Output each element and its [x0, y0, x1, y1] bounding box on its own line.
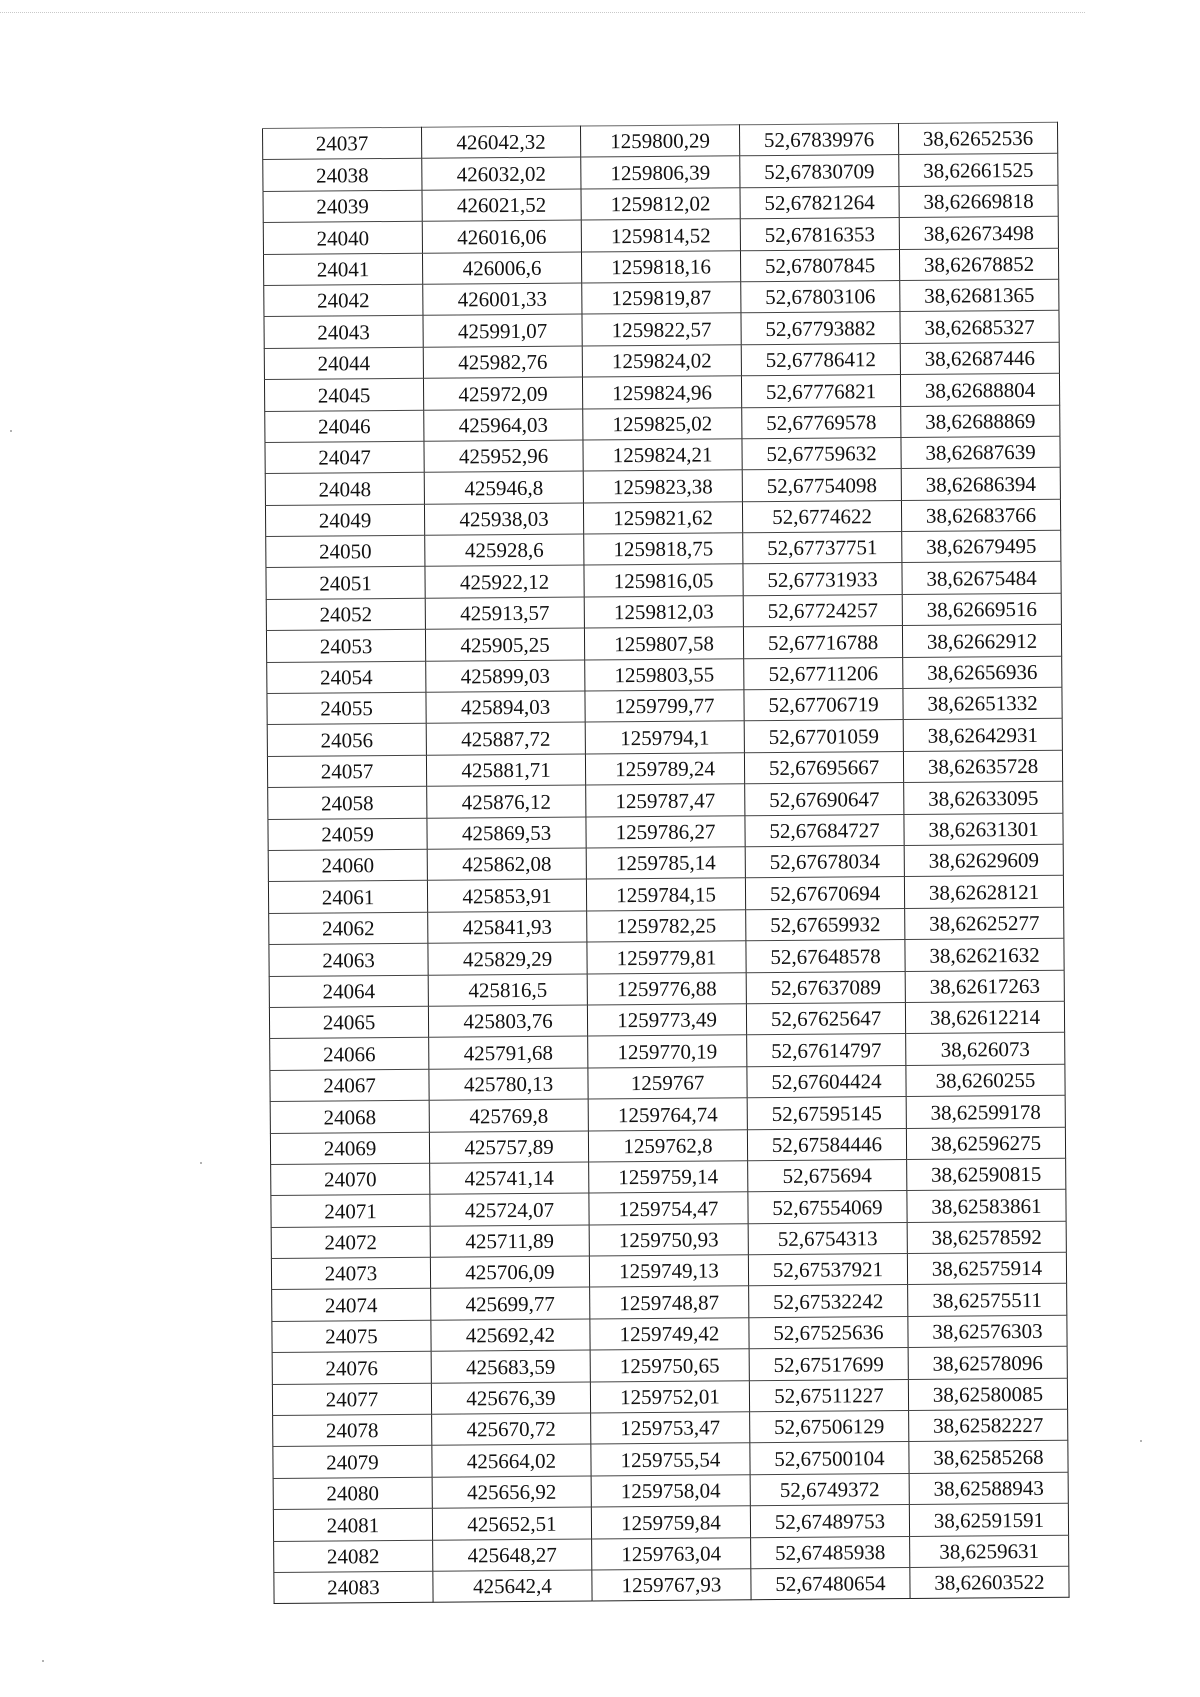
point-number-cell: 24078	[273, 1414, 432, 1447]
x-coordinate-cell: 425982,76	[423, 346, 582, 379]
longitude-cell: 38,62603522	[910, 1566, 1069, 1599]
point-number-cell: 24059	[268, 818, 427, 851]
longitude-cell: 38,62591591	[909, 1503, 1068, 1536]
x-coordinate-cell: 425876,12	[427, 785, 586, 818]
longitude-cell: 38,6260255	[906, 1064, 1065, 1097]
point-number-cell: 24051	[266, 567, 425, 600]
scan-edge-line	[0, 12, 1085, 13]
longitude-cell: 38,62588943	[909, 1472, 1068, 1505]
point-number-cell: 24082	[274, 1540, 433, 1573]
latitude-cell: 52,67659932	[746, 908, 905, 941]
longitude-cell: 38,62633095	[904, 781, 1063, 814]
x-coordinate-cell: 425791,68	[429, 1036, 588, 1069]
x-coordinate-cell: 426021,52	[422, 189, 581, 222]
y-coordinate-cell: 1259785,14	[586, 847, 745, 880]
latitude-cell: 52,67614797	[747, 1034, 906, 1067]
x-coordinate-cell: 425938,03	[424, 503, 583, 536]
point-number-cell: 24043	[264, 316, 423, 349]
latitude-cell: 52,67485938	[751, 1536, 910, 1569]
x-coordinate-cell: 425648,27	[433, 1539, 592, 1572]
longitude-cell: 38,62621632	[905, 938, 1064, 971]
point-number-cell: 24061	[268, 881, 427, 914]
y-coordinate-cell: 1259814,52	[581, 219, 740, 252]
latitude-cell: 52,67678034	[745, 845, 904, 878]
y-coordinate-cell: 1259762,8	[588, 1129, 747, 1162]
latitude-cell: 52,67839976	[739, 124, 898, 157]
x-coordinate-cell: 425816,5	[428, 974, 587, 1007]
x-coordinate-cell: 425952,96	[424, 440, 583, 473]
latitude-cell: 52,67595145	[747, 1097, 906, 1130]
longitude-cell: 38,62651332	[903, 687, 1062, 720]
latitude-cell: 52,67511227	[749, 1379, 908, 1412]
x-coordinate-cell: 425905,25	[425, 628, 584, 661]
y-coordinate-cell: 1259806,39	[581, 156, 740, 189]
longitude-cell: 38,62688804	[900, 373, 1059, 406]
latitude-cell: 52,67776821	[741, 375, 900, 408]
longitude-cell: 38,62673498	[899, 216, 1058, 249]
y-coordinate-cell: 1259812,03	[584, 596, 743, 629]
y-coordinate-cell: 1259794,1	[585, 721, 744, 754]
longitude-cell: 38,62683766	[901, 499, 1060, 532]
longitude-cell: 38,62578096	[908, 1346, 1067, 1379]
y-coordinate-cell: 1259754,47	[589, 1192, 748, 1225]
latitude-cell: 52,67724257	[743, 594, 902, 627]
point-number-cell: 24079	[273, 1446, 432, 1479]
y-coordinate-cell: 1259770,19	[588, 1035, 747, 1068]
point-number-cell: 24065	[269, 1006, 428, 1039]
x-coordinate-cell: 425741,14	[430, 1162, 589, 1195]
point-number-cell: 24073	[271, 1257, 430, 1290]
y-coordinate-cell: 1259776,88	[587, 972, 746, 1005]
y-coordinate-cell: 1259753,47	[591, 1412, 750, 1445]
y-coordinate-cell: 1259825,02	[583, 407, 742, 440]
longitude-cell: 38,6259631	[910, 1535, 1069, 1568]
longitude-cell: 38,62661525	[899, 154, 1058, 187]
latitude-cell: 52,67706719	[744, 689, 903, 722]
x-coordinate-cell: 425881,71	[426, 754, 585, 787]
y-coordinate-cell: 1259824,96	[582, 376, 741, 409]
scan-speck	[10, 430, 12, 432]
y-coordinate-cell: 1259763,04	[592, 1537, 751, 1570]
latitude-cell: 52,67731933	[743, 563, 902, 596]
latitude-cell: 52,67821264	[740, 186, 899, 219]
latitude-cell: 52,67517699	[749, 1348, 908, 1381]
latitude-cell: 52,67830709	[740, 155, 899, 188]
point-number-cell: 24045	[264, 378, 423, 411]
longitude-cell: 38,62582227	[909, 1409, 1068, 1442]
latitude-cell: 52,67816353	[740, 218, 899, 251]
y-coordinate-cell: 1259755,54	[591, 1443, 750, 1476]
point-number-cell: 24076	[272, 1351, 431, 1384]
y-coordinate-cell: 1259789,24	[585, 753, 744, 786]
x-coordinate-cell: 425928,6	[425, 534, 584, 567]
y-coordinate-cell: 1259786,27	[586, 815, 745, 848]
latitude-cell: 52,67554069	[748, 1191, 907, 1224]
point-number-cell: 24072	[271, 1226, 430, 1259]
x-coordinate-cell: 426001,33	[423, 283, 582, 316]
longitude-cell: 38,62596275	[906, 1127, 1065, 1160]
y-coordinate-cell: 1259784,15	[586, 878, 745, 911]
x-coordinate-cell: 425711,89	[430, 1225, 589, 1258]
y-coordinate-cell: 1259759,14	[589, 1161, 748, 1194]
y-coordinate-cell: 1259782,25	[587, 909, 746, 942]
point-number-cell: 24080	[273, 1477, 432, 1510]
scan-speck	[1140, 1440, 1142, 1442]
latitude-cell: 52,67695667	[744, 751, 903, 784]
latitude-cell: 52,67803106	[741, 280, 900, 313]
latitude-cell: 52,67769578	[742, 406, 901, 439]
point-number-cell: 24075	[272, 1320, 431, 1353]
x-coordinate-cell: 426006,6	[422, 252, 581, 285]
coordinates-table-body	[263, 122, 1070, 1604]
point-number-cell: 24040	[263, 221, 422, 254]
point-number-cell: 24041	[263, 253, 422, 286]
point-number-cell: 24049	[265, 504, 424, 537]
y-coordinate-cell: 1259818,16	[581, 250, 740, 283]
longitude-cell: 38,62575914	[907, 1252, 1066, 1285]
latitude-cell: 52,675694	[748, 1159, 907, 1192]
longitude-cell: 38,62656936	[903, 656, 1062, 689]
table-row	[274, 1566, 1069, 1604]
point-number-cell: 24067	[270, 1069, 429, 1102]
latitude-cell: 52,67537921	[748, 1254, 907, 1287]
x-coordinate-cell: 425724,07	[430, 1193, 589, 1226]
y-coordinate-cell: 1259759,84	[591, 1506, 750, 1539]
latitude-cell: 52,67500104	[750, 1442, 909, 1475]
latitude-cell: 52,67701059	[744, 720, 903, 753]
latitude-cell: 52,67480654	[751, 1567, 910, 1600]
point-number-cell: 24070	[271, 1163, 430, 1196]
point-number-cell: 24048	[265, 473, 424, 506]
x-coordinate-cell: 425757,89	[429, 1130, 588, 1163]
longitude-cell: 38,62617263	[905, 970, 1064, 1003]
longitude-cell: 38,62669818	[899, 185, 1058, 218]
point-number-cell: 24037	[263, 127, 422, 160]
latitude-cell: 52,67786412	[741, 343, 900, 376]
longitude-cell: 38,62625277	[905, 907, 1064, 940]
x-coordinate-cell: 425913,57	[425, 597, 584, 630]
longitude-cell: 38,62662912	[902, 624, 1061, 657]
latitude-cell: 52,67506129	[750, 1410, 909, 1443]
x-coordinate-cell: 425841,93	[428, 911, 587, 944]
longitude-cell: 38,62679495	[902, 530, 1061, 563]
y-coordinate-cell: 1259824,21	[583, 439, 742, 472]
point-number-cell: 24055	[267, 692, 426, 725]
x-coordinate-cell: 425692,42	[431, 1319, 590, 1352]
point-number-cell: 24068	[270, 1100, 429, 1133]
x-coordinate-cell: 425706,09	[430, 1256, 589, 1289]
longitude-cell: 38,62642931	[903, 719, 1062, 752]
y-coordinate-cell: 1259821,62	[583, 501, 742, 534]
longitude-cell: 38,62678852	[899, 248, 1058, 281]
longitude-cell: 38,62631301	[904, 813, 1063, 846]
y-coordinate-cell: 1259787,47	[586, 784, 745, 817]
longitude-cell: 38,62575511	[908, 1284, 1067, 1317]
x-coordinate-cell: 426042,32	[421, 126, 580, 159]
y-coordinate-cell: 1259773,49	[587, 1004, 746, 1037]
x-coordinate-cell: 425869,53	[427, 817, 586, 850]
y-coordinate-cell: 1259752,01	[590, 1380, 749, 1413]
latitude-cell: 52,67737751	[743, 532, 902, 565]
latitude-cell: 52,6774622	[742, 500, 901, 533]
point-number-cell: 24056	[267, 724, 426, 757]
point-number-cell: 24057	[267, 755, 426, 788]
point-number-cell: 24063	[269, 943, 428, 976]
y-coordinate-cell: 1259824,02	[582, 344, 741, 377]
y-coordinate-cell: 1259812,02	[581, 188, 740, 221]
longitude-cell: 38,62681365	[900, 279, 1059, 312]
y-coordinate-cell: 1259748,87	[590, 1286, 749, 1319]
longitude-cell: 38,62629609	[904, 844, 1063, 877]
point-number-cell: 24071	[271, 1194, 430, 1227]
longitude-cell: 38,62590815	[907, 1158, 1066, 1191]
longitude-cell: 38,62628121	[904, 876, 1063, 909]
y-coordinate-cell: 1259818,75	[584, 533, 743, 566]
latitude-cell: 52,67690647	[745, 783, 904, 816]
x-coordinate-cell: 425894,03	[426, 691, 585, 724]
latitude-cell: 52,67754098	[742, 469, 901, 502]
point-number-cell: 24044	[264, 347, 423, 380]
latitude-cell: 52,67793882	[741, 312, 900, 345]
latitude-cell: 52,67670694	[745, 877, 904, 910]
longitude-cell: 38,62599178	[906, 1095, 1065, 1128]
point-number-cell: 24064	[269, 975, 428, 1008]
point-number-cell: 24042	[264, 284, 423, 317]
latitude-cell: 52,67489753	[750, 1505, 909, 1538]
x-coordinate-cell: 425664,02	[432, 1444, 591, 1477]
point-number-cell: 24038	[263, 159, 422, 192]
y-coordinate-cell: 1259764,74	[588, 1098, 747, 1131]
x-coordinate-cell: 425683,59	[431, 1350, 590, 1383]
latitude-cell: 52,67637089	[746, 971, 905, 1004]
point-number-cell: 24046	[265, 410, 424, 443]
longitude-cell: 38,62686394	[901, 468, 1060, 501]
x-coordinate-cell: 425676,39	[431, 1382, 590, 1415]
longitude-cell: 38,62687639	[901, 436, 1060, 469]
longitude-cell: 38,62585268	[909, 1441, 1068, 1474]
y-coordinate-cell: 1259799,77	[585, 690, 744, 723]
latitude-cell: 52,67711206	[744, 657, 903, 690]
longitude-cell: 38,62669516	[902, 593, 1061, 626]
latitude-cell: 52,67525636	[749, 1316, 908, 1349]
x-coordinate-cell: 425887,72	[426, 722, 585, 755]
longitude-cell: 38,62688869	[901, 405, 1060, 438]
y-coordinate-cell: 1259767,93	[592, 1569, 751, 1602]
point-number-cell: 24052	[266, 598, 425, 631]
y-coordinate-cell: 1259767	[588, 1066, 747, 1099]
point-number-cell: 24069	[270, 1132, 429, 1165]
y-coordinate-cell: 1259779,81	[587, 941, 746, 974]
point-number-cell: 24039	[263, 190, 422, 223]
scan-speck	[42, 1660, 44, 1662]
longitude-cell: 38,62675484	[902, 562, 1061, 595]
x-coordinate-cell: 425803,76	[428, 1005, 587, 1038]
longitude-cell: 38,62576303	[908, 1315, 1067, 1348]
point-number-cell: 24062	[269, 912, 428, 945]
longitude-cell: 38,62685327	[900, 311, 1059, 344]
longitude-cell: 38,62583861	[907, 1190, 1066, 1223]
scan-speck	[200, 1162, 202, 1164]
longitude-cell: 38,62635728	[903, 750, 1062, 783]
x-coordinate-cell: 425862,08	[427, 848, 586, 881]
point-number-cell: 24081	[273, 1508, 432, 1541]
x-coordinate-cell: 426032,02	[422, 157, 581, 190]
x-coordinate-cell: 426016,06	[422, 220, 581, 253]
x-coordinate-cell: 425829,29	[428, 942, 587, 975]
latitude-cell: 52,6754313	[748, 1222, 907, 1255]
x-coordinate-cell: 425946,8	[424, 471, 583, 504]
x-coordinate-cell: 425642,4	[433, 1570, 592, 1603]
y-coordinate-cell: 1259750,65	[590, 1349, 749, 1382]
y-coordinate-cell: 1259749,42	[590, 1318, 749, 1351]
x-coordinate-cell: 425964,03	[424, 409, 583, 442]
point-number-cell: 24074	[272, 1289, 431, 1322]
point-number-cell: 24054	[267, 661, 426, 694]
latitude-cell: 52,67648578	[746, 940, 905, 973]
longitude-cell: 38,62612214	[905, 1001, 1064, 1034]
point-number-cell: 24083	[274, 1571, 433, 1604]
x-coordinate-cell: 425899,03	[426, 660, 585, 693]
y-coordinate-cell: 1259807,58	[584, 627, 743, 660]
longitude-cell: 38,62580085	[908, 1378, 1067, 1411]
x-coordinate-cell: 425780,13	[429, 1068, 588, 1101]
latitude-cell: 52,67532242	[749, 1285, 908, 1318]
longitude-cell: 38,62578592	[907, 1221, 1066, 1254]
latitude-cell: 52,67584446	[747, 1128, 906, 1161]
latitude-cell: 52,6749372	[750, 1473, 909, 1506]
y-coordinate-cell: 1259750,93	[589, 1223, 748, 1256]
x-coordinate-cell: 425922,12	[425, 565, 584, 598]
point-number-cell: 24050	[266, 535, 425, 568]
y-coordinate-cell: 1259816,05	[584, 564, 743, 597]
x-coordinate-cell: 425769,8	[429, 1099, 588, 1132]
latitude-cell: 52,67625647	[746, 1002, 905, 1035]
point-number-cell: 24060	[268, 849, 427, 882]
y-coordinate-cell: 1259803,55	[585, 658, 744, 691]
latitude-cell: 52,67684727	[745, 814, 904, 847]
x-coordinate-cell: 425991,07	[423, 314, 582, 347]
x-coordinate-cell: 425656,92	[432, 1476, 591, 1509]
latitude-cell: 52,67807845	[740, 249, 899, 282]
y-coordinate-cell: 1259819,87	[582, 282, 741, 315]
point-number-cell: 24058	[268, 786, 427, 819]
latitude-cell: 52,67759632	[742, 437, 901, 470]
point-number-cell: 24047	[265, 441, 424, 474]
latitude-cell: 52,67716788	[743, 626, 902, 659]
point-number-cell: 24066	[270, 1038, 429, 1071]
y-coordinate-cell: 1259758,04	[591, 1475, 750, 1508]
y-coordinate-cell: 1259800,29	[580, 125, 739, 158]
x-coordinate-cell: 425699,77	[431, 1287, 590, 1320]
longitude-cell: 38,62652536	[898, 122, 1057, 155]
x-coordinate-cell: 425670,72	[432, 1413, 591, 1446]
y-coordinate-cell: 1259749,13	[589, 1255, 748, 1288]
x-coordinate-cell: 425853,91	[427, 879, 586, 912]
y-coordinate-cell: 1259822,57	[582, 313, 741, 346]
latitude-cell: 52,67604424	[747, 1065, 906, 1098]
longitude-cell: 38,62687446	[900, 342, 1059, 375]
x-coordinate-cell: 425652,51	[432, 1507, 591, 1540]
coordinates-table	[262, 122, 1070, 1605]
longitude-cell: 38,626073	[906, 1033, 1065, 1066]
point-number-cell: 24053	[266, 629, 425, 662]
point-number-cell: 24077	[272, 1383, 431, 1416]
y-coordinate-cell: 1259823,38	[583, 470, 742, 503]
x-coordinate-cell: 425972,09	[423, 377, 582, 410]
